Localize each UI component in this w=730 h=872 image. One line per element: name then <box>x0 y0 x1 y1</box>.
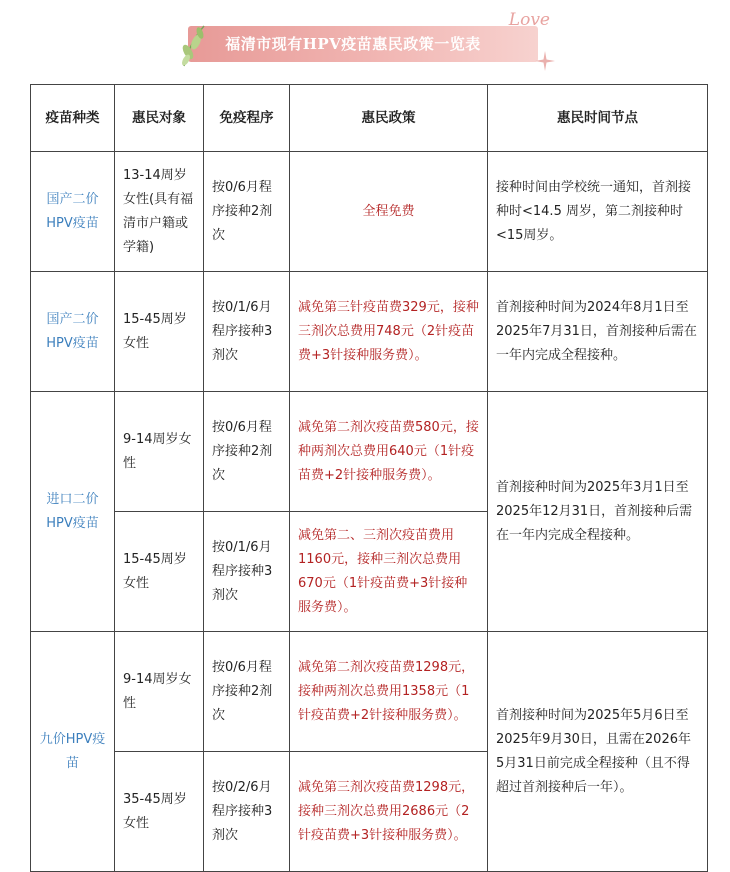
header-immunization-schedule: 免疫程序 <box>204 85 290 152</box>
schedule-cell: 按0/6月程序接种2剂次 <box>204 152 290 272</box>
header-vaccine-type: 疫苗种类 <box>31 85 115 152</box>
table-row <box>31 392 708 512</box>
timing-cell: 接种时间由学校统一通知，首剂接种时<14.5 周岁，第二剂接种时<15周岁。 <box>488 152 708 272</box>
vaccine-type-cell: 国产二价HPV疫苗 <box>31 152 115 272</box>
policy-cell: 减免第二剂次疫苗费1298元，接种两剂次总费用1358元（1针疫苗费+2针接种服务费）。 <box>290 632 488 752</box>
policy-cell: 减免第二、三剂次疫苗费用1160元，接种三剂次总费用670元（1针疫苗费+3针接种服务费）。 <box>290 512 488 632</box>
timing-cell: 首剂接种时间为2025年3月1日至2025年12月31日，首剂接种后需在一年内完成全程接种。 <box>488 392 708 632</box>
table-row <box>31 152 708 272</box>
schedule-cell: 按0/1/6月程序接种3剂次 <box>204 512 290 632</box>
header-timing: 惠民时间节点 <box>488 85 708 152</box>
table-header-row <box>31 85 708 152</box>
target-group-cell: 9-14周岁女性 <box>115 632 204 752</box>
love-script-decoration: Love <box>508 10 550 30</box>
schedule-cell: 按0/1/6月程序接种3剂次 <box>204 272 290 392</box>
target-group-cell: 13-14周岁女性(具有福清市户籍或学籍) <box>115 152 204 272</box>
sparkle-icon <box>534 50 556 72</box>
timing-cell: 首剂接种时间为2025年5月6日至2025年9月30日，且需在2026年5月31日前完成全程接种（且不得超过首剂接种后一年）。 <box>488 632 708 872</box>
schedule-cell: 按0/6月程序接种2剂次 <box>204 632 290 752</box>
page-title: 福清市现有HPV疫苗惠民政策一览表 <box>225 35 481 53</box>
header-target-group: 惠民对象 <box>115 85 204 152</box>
policy-cell: 减免第三剂次疫苗费1298元，接种三剂次总费用2686元（2针疫苗费+3针接种服务费）。 <box>290 752 488 872</box>
policy-cell: 全程免费 <box>290 152 488 272</box>
policy-cell: 减免第三针疫苗费329元，接种三剂次总费用748元（2针疫苗费+3针接种服务费）。 <box>290 272 488 392</box>
timing-cell: 首剂接种时间为2024年8月1日至2025年7月31日，首剂接种后需在一年内完成全程接种。 <box>488 272 708 392</box>
schedule-cell: 按0/2/6月程序接种3剂次 <box>204 752 290 872</box>
hpv-policy-table <box>30 84 708 872</box>
target-group-cell: 9-14周岁女性 <box>115 392 204 512</box>
schedule-cell: 按0/6月程序接种2剂次 <box>204 392 290 512</box>
table-row <box>31 272 708 392</box>
header-policy: 惠民政策 <box>290 85 488 152</box>
vaccine-type-cell: 九价HPV疫苗 <box>31 632 115 872</box>
vaccine-type-cell: 进口二价HPV疫苗 <box>31 392 115 632</box>
target-group-cell: 35-45周岁女性 <box>115 752 204 872</box>
target-group-cell: 15-45周岁女性 <box>115 272 204 392</box>
title-banner <box>178 10 558 70</box>
table-row <box>31 632 708 752</box>
target-group-cell: 15-45周岁女性 <box>115 512 204 632</box>
policy-cell: 减免第二剂次疫苗费580元，接种两剂次总费用640元（1针疫苗费+2针接种服务费）。 <box>290 392 488 512</box>
vaccine-type-cell: 国产二价HPV疫苗 <box>31 272 115 392</box>
